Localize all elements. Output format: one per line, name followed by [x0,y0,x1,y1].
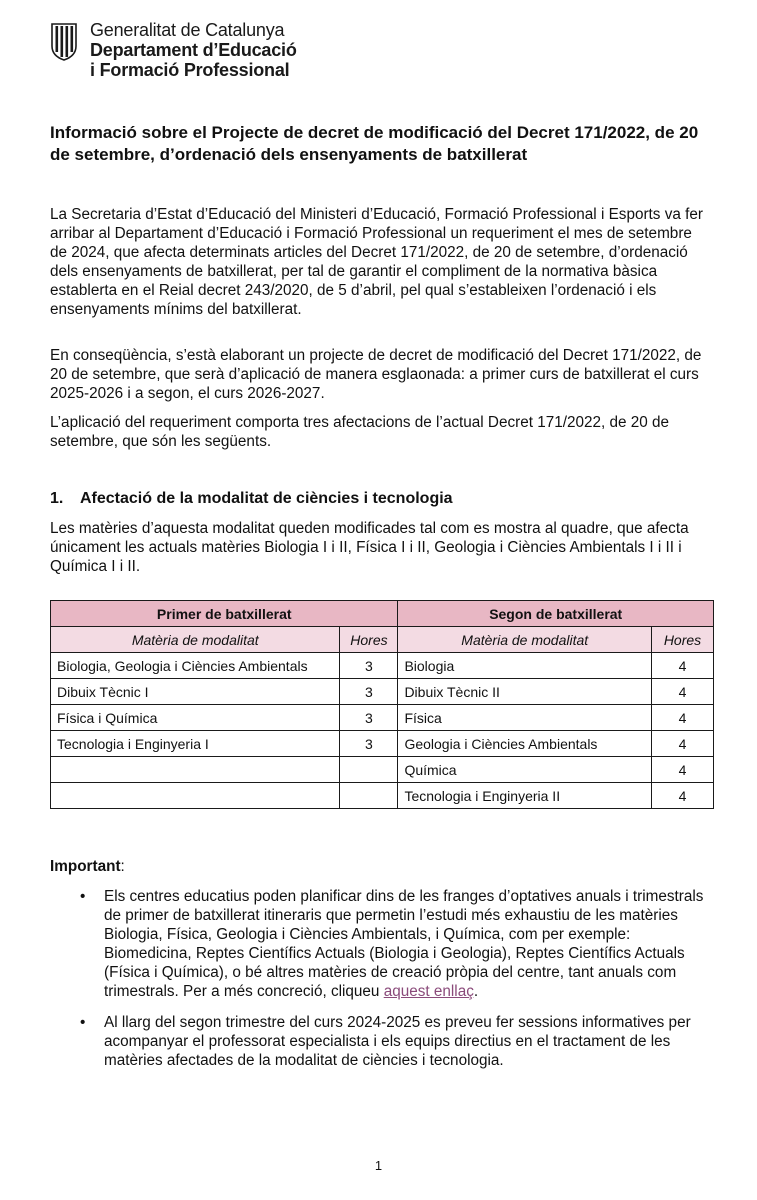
hours-cell: 3 [340,705,398,731]
col-hours-2: Hores [652,627,714,653]
subject-cell: Geologia i Ciències Ambientals [398,731,652,757]
table-row [51,757,714,783]
paragraph-consequence: En conseqüència, s’està elaborant un projecte de decret de modificació del Decret 171/2022, de 20 de setembre, que serà d’aplicació de manera esglaonada: a primer curs de batxillerat el curs 2025-2026 i a segon, el curs 2026-2027. [50,347,702,402]
subject-cell: Biologia, Geologia i Ciències Ambientals [51,653,340,679]
section-heading [50,489,453,509]
hours-cell: 4 [652,653,714,679]
hours-cell [340,783,398,809]
group-first-year: Primer de batxillerat [51,601,398,627]
hours-cell: 4 [652,705,714,731]
col-hours-1: Hores [340,627,398,653]
group-second-year: Segon de batxillerat [398,601,714,627]
subject-cell: Física [398,705,652,731]
col-subject-2: Matèria de modalitat [398,627,652,653]
table-group-header [51,601,714,627]
section-text: Les matèries d’aquesta modalitat queden modificades tal com es mostra al quadre, que afecta únicament les actuals matèries Biologia I i II, Física I i II, Geologia i Ciències Ambientals I i II i Química I i II. [50,520,689,575]
bullet-icon: • [80,1014,86,1031]
item-text: Els centres educatius poden planificar dins de les franges d’optatives anuals i trimestrals de primer de batxillerat itineraris que permetin l’estudi més exhaustiu de les matèries Biologia, Física, Geologia i Ciències Ambientals, i Química, com per exemple: Biomedicina, Reptes Científics Actuals (Biologia i Geologia), Reptes Científics Actuals (Física i Química), o bé altres matèries de creació pròpia del centre, tant anuals com trimestrals. Per a més concreció, cliqueu [104,888,704,1000]
hours-cell: 4 [652,757,714,783]
org-line-3: i Formació Professional [90,60,290,80]
subject-cell: Dibuix Tècnic II [398,679,652,705]
paragraph-intro: La Secretaria d’Estat d’Educació del Ministeri d’Educació, Formació Professional i Esports va fer arribar al Departament d’Educació i Formació Professional un requeriment el mes de setembre de 2024, que afecta determinats articles del Decret 171/2022, de 20 de setembre, d’ordenació dels ensenyaments de batxillerat, per tal de garantir el compliment de la normativa bàsica establerta en el Reial decret 243/2020, de 5 d’abril, pel qual s’estableixen l’ordenació i els ensenyaments mínims del batxillerat. [50,206,703,318]
important-colon: : [120,858,125,875]
table-row [51,731,714,757]
page-number: 1 [374,1158,383,1173]
link-aquest-enllac[interactable]: aquest enllaç [383,983,474,1000]
catalan-flag-stripes-icon [50,22,78,62]
subject-cell: Química [398,757,652,783]
section-title: Afectació de la modalitat de ciències i tecnologia [80,490,453,507]
table-column-header [51,627,714,653]
subject-cell: Biologia [398,653,652,679]
item-text: Al llarg del segon trimestre del curs 2024-2025 es preveu fer sessions informatives per acompanyar el professorat especialista i els equips directius en el tractament de les matèries afectades de la modalitat de ciències i tecnologia. [104,1014,691,1069]
important-list [50,887,710,1082]
paragraph-affectations: L’aplicació del requeriment comporta tres afectacions de l’actual Decret 171/2022, de 20 de setembre, que són les següents. [50,414,670,450]
bullet-icon: • [80,888,86,905]
subject-cell [51,783,340,809]
col-subject-1: Matèria de modalitat [51,627,340,653]
subject-cell [51,757,340,783]
organization-name [90,20,297,80]
important-label [50,858,125,876]
subject-cell: Dibuix Tècnic I [51,679,340,705]
subject-cell: Tecnologia i Enginyeria II [398,783,652,809]
important-word: Important [50,858,121,875]
table-row [51,783,714,809]
hours-cell: 3 [340,653,398,679]
subjects-table [50,600,714,809]
hours-cell: 3 [340,679,398,705]
subject-cell: Tecnologia i Enginyeria I [51,731,340,757]
table-row [51,705,714,731]
table-row [51,679,714,705]
list-item [50,1013,710,1070]
org-line-1: Generalitat de Catalunya [90,20,285,40]
hours-cell [340,757,398,783]
org-line-2: Departament d’Educació [90,40,297,60]
hours-cell: 4 [652,731,714,757]
subject-cell: Física i Química [51,705,340,731]
table-row [51,653,714,679]
item-end: . [473,983,479,1000]
section-number: 1. [50,490,64,507]
document-title: Informació sobre el Projecte de decret de modificació del Decret 171/2022, de 20 de setembre, d’ordenació dels ensenyaments de batxillerat [50,123,699,164]
hours-cell: 4 [652,783,714,809]
hours-cell: 4 [652,679,714,705]
list-item [50,887,710,1001]
hours-cell: 3 [340,731,398,757]
